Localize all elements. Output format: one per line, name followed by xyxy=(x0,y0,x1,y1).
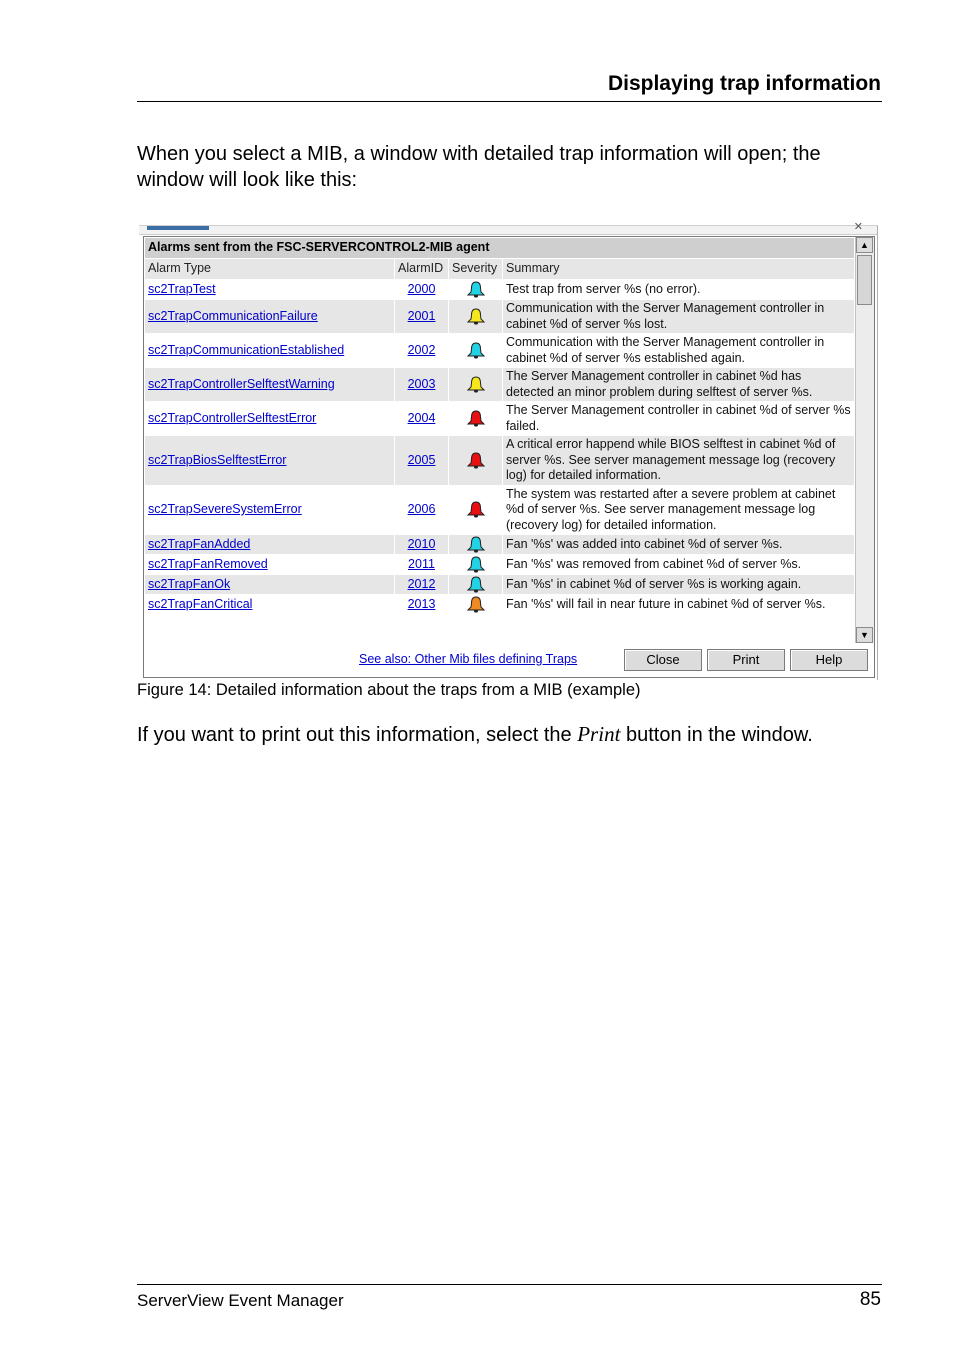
column-header-alarm-id: AlarmID xyxy=(395,259,449,280)
alarm-type-link[interactable]: sc2TrapSevereSystemError xyxy=(148,502,302,516)
severity-bell-icon xyxy=(466,452,486,469)
severity-bell-icon xyxy=(466,281,486,298)
alarm-type-link[interactable]: sc2TrapFanRemoved xyxy=(148,556,268,571)
alarm-id-cell xyxy=(395,368,449,402)
alarm-id-link[interactable]: 2010 xyxy=(407,536,436,551)
summary-cell: Fan '%s' was added into cabinet %d of server %s. xyxy=(503,535,855,555)
alarm-id-cell xyxy=(395,535,449,555)
summary-cell: The system was restarted after a severe problem at cabinet %d of server %s. See server management message log (recovery log) for detailed information. xyxy=(503,485,855,535)
alarm-id-link[interactable]: 2001 xyxy=(407,308,436,323)
figure-caption: Figure 14: Detailed information about the traps from a MIB (example) xyxy=(137,681,641,699)
trap-table xyxy=(144,237,855,615)
alarm-id-cell xyxy=(395,485,449,535)
window-bottom-bar xyxy=(143,643,875,678)
alarm-id-cell xyxy=(395,280,449,300)
alarm-type-link[interactable]: sc2TrapFanCritical xyxy=(148,596,253,611)
alarm-id-link[interactable]: 2002 xyxy=(407,342,436,357)
table-row xyxy=(145,334,855,368)
intro-paragraph: When you select a MIB, a window with detailed trap information will open; the window will look like this: xyxy=(137,143,821,191)
severity-cell xyxy=(449,555,503,575)
alarm-id-link[interactable]: 2000 xyxy=(407,281,436,296)
column-header-summary: Summary xyxy=(503,259,855,280)
trap-table-panel xyxy=(143,236,875,644)
print-instruction-emphasis: Print xyxy=(577,722,621,746)
print-button[interactable]: Print xyxy=(707,649,785,671)
header-rule xyxy=(137,101,882,102)
severity-cell xyxy=(449,575,503,595)
print-instruction-after: button in the window. xyxy=(620,724,813,746)
alarm-type-cell xyxy=(145,334,395,368)
severity-cell xyxy=(449,300,503,334)
table-row xyxy=(145,595,855,615)
alarm-type-link[interactable]: sc2TrapControllerSelftestWarning xyxy=(148,376,335,391)
footer-title: ServerView Event Manager xyxy=(137,1291,344,1310)
alarm-type-cell xyxy=(145,555,395,575)
severity-cell xyxy=(449,368,503,402)
print-instruction-before: If you want to print out this information, select the xyxy=(137,724,578,746)
severity-bell-icon xyxy=(466,576,486,593)
summary-cell: Communication with the Server Management controller in cabinet %d of server %s lost. xyxy=(503,300,855,334)
close-x-icon[interactable]: ✕ xyxy=(853,221,863,233)
page-header-title: Displaying trap information xyxy=(607,72,881,95)
window-top-strip xyxy=(139,221,877,235)
table-row xyxy=(145,485,855,535)
alarm-type-link[interactable]: sc2TrapFanAdded xyxy=(148,536,251,551)
summary-cell: Communication with the Server Management controller in cabinet %d of server %s established again. xyxy=(503,334,855,368)
severity-bell-icon xyxy=(466,596,486,613)
table-row xyxy=(145,368,855,402)
alarm-type-link[interactable]: sc2TrapControllerSelftestError xyxy=(148,410,317,425)
alarm-id-link[interactable]: 2006 xyxy=(407,502,436,516)
alarm-id-link[interactable]: 2003 xyxy=(407,376,436,391)
table-row xyxy=(145,535,855,555)
severity-cell xyxy=(449,485,503,535)
close-button[interactable]: Close xyxy=(624,649,702,671)
severity-bell-icon xyxy=(466,376,486,393)
alarm-type-cell xyxy=(145,436,395,486)
summary-cell: Fan '%s' was removed from cabinet %d of server %s. xyxy=(503,555,855,575)
summary-cell: Test trap from server %s (no error). xyxy=(503,280,855,300)
table-row xyxy=(145,280,855,300)
print-instruction xyxy=(137,722,813,747)
scroll-down-button[interactable]: ▼ xyxy=(856,627,873,643)
severity-bell-icon xyxy=(466,501,486,518)
table-row xyxy=(145,300,855,334)
severity-bell-icon xyxy=(466,308,486,325)
alarm-type-link[interactable]: sc2TrapFanOk xyxy=(148,576,231,591)
alarm-type-cell xyxy=(145,485,395,535)
alarm-type-cell xyxy=(145,535,395,555)
alarm-id-link[interactable]: 2011 xyxy=(408,556,435,571)
scroll-thumb[interactable] xyxy=(857,255,872,305)
alarm-id-cell xyxy=(395,555,449,575)
alarm-id-cell xyxy=(395,334,449,368)
severity-bell-icon xyxy=(466,342,486,359)
alarm-id-link[interactable]: 2004 xyxy=(407,410,436,425)
severity-cell xyxy=(449,436,503,486)
severity-bell-icon xyxy=(466,410,486,427)
trap-window-screenshot xyxy=(139,221,878,680)
severity-cell xyxy=(449,535,503,555)
alarm-id-link[interactable]: 2013 xyxy=(407,596,436,611)
alarm-type-cell xyxy=(145,595,395,615)
summary-cell: Fan '%s' will fail in near future in cabinet %d of server %s. xyxy=(503,595,855,615)
alarm-id-cell xyxy=(395,402,449,436)
alarm-id-link[interactable]: 2005 xyxy=(407,452,436,467)
alarm-type-link[interactable]: sc2TrapTest xyxy=(148,281,216,296)
alarm-type-link[interactable]: sc2TrapBiosSelftestError xyxy=(148,452,287,467)
see-also-link[interactable]: See also: Other Mib files defining Traps xyxy=(359,652,578,666)
table-row xyxy=(145,402,855,436)
severity-cell xyxy=(449,334,503,368)
alarm-id-cell xyxy=(395,436,449,486)
table-row xyxy=(145,575,855,595)
table-row xyxy=(145,555,855,575)
alarm-type-cell xyxy=(145,575,395,595)
alarm-type-cell xyxy=(145,368,395,402)
alarm-id-cell xyxy=(395,575,449,595)
column-header-severity: Severity xyxy=(449,259,503,280)
severity-cell xyxy=(449,280,503,300)
severity-cell xyxy=(449,402,503,436)
alarm-id-cell xyxy=(395,595,449,615)
severity-cell xyxy=(449,595,503,615)
alarm-type-link[interactable]: sc2TrapCommunicationFailure xyxy=(148,308,318,323)
table-row xyxy=(145,436,855,486)
table-title: Alarms sent from the FSC-SERVERCONTROL2-MIB agent xyxy=(145,238,855,259)
summary-cell: Fan '%s' in cabinet %d of server %s is working again. xyxy=(503,575,855,595)
summary-cell: The Server Management controller in cabinet %d of server %s failed. xyxy=(503,402,855,436)
severity-bell-icon xyxy=(466,556,486,573)
tab-marker xyxy=(147,226,209,230)
severity-bell-icon xyxy=(466,536,486,553)
scroll-up-button[interactable]: ▲ xyxy=(856,237,873,253)
page-number: 85 xyxy=(859,1289,881,1310)
alarm-id-cell xyxy=(395,300,449,334)
alarm-type-cell xyxy=(145,402,395,436)
column-header-alarm-type: Alarm Type xyxy=(145,259,395,280)
help-button[interactable]: Help xyxy=(790,649,868,671)
alarm-id-link[interactable]: 2012 xyxy=(407,576,436,591)
alarm-type-cell xyxy=(145,300,395,334)
footer-rule xyxy=(137,1284,882,1285)
summary-cell: The Server Management controller in cabinet %d has detected an minor problem during selftest of server %s. xyxy=(503,368,855,402)
alarm-type-cell xyxy=(145,280,395,300)
vertical-scrollbar[interactable] xyxy=(855,237,874,643)
summary-cell: A critical error happend while BIOS selftest in cabinet %d of server %s. See server management message log (recovery log) for detailed information. xyxy=(503,436,855,486)
alarm-type-link[interactable]: sc2TrapCommunicationEstablished xyxy=(148,342,345,357)
